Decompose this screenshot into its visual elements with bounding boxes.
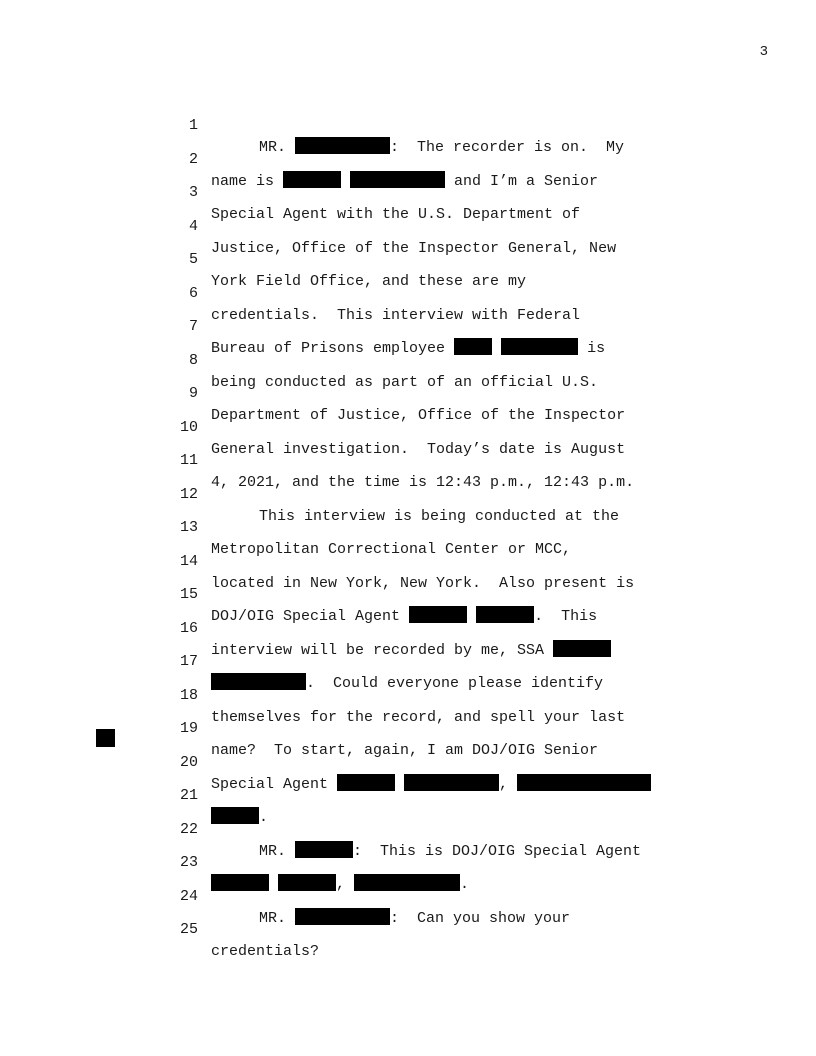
line-text: credentials? [211,943,320,960]
line-text: . [211,807,268,829]
line-number: 14 [179,552,198,570]
transcript-line [0,361,816,424]
transcript-line [0,830,816,893]
line-number: 15 [179,586,198,603]
line-text: DOJ/OIG Special Agent . This [211,608,598,625]
line-number: 20 [179,753,198,771]
transcript-line [0,127,816,190]
transcript-line [0,562,816,625]
line-text: Special Agent , [211,774,651,796]
transcript-line [0,529,816,592]
line-number: 10 [179,418,198,436]
line-text: This interview is being conducted at the [259,507,620,525]
transcript-line [0,730,816,793]
line-text: Department of Justice, Office of the Inspector [211,407,626,424]
transcript-line [0,462,816,525]
transcript-line [0,696,816,759]
line-text: Justice, Office of the Inspector General, New [211,239,617,257]
transcript-line [0,596,816,659]
line-text: credentials. This interview with Federal [211,306,581,324]
line-text: MR. : The recorder is on. My [259,139,625,156]
transcript-line [0,261,816,324]
line-text: . Could everyone please identify [211,673,603,695]
line-number: 9 [188,385,198,402]
line-number: 19 [179,720,198,737]
transcript-line [0,864,816,927]
transcript-line [0,797,816,860]
transcript-line [0,395,816,458]
line-text: MR. : Can you show your [259,909,571,927]
line-number: 18 [179,686,198,704]
line-number: 2 [188,150,198,168]
line-text: name is and I’m a Senior [211,172,599,190]
line-number: 8 [188,351,198,369]
line-number: 21 [179,787,198,804]
line-text: Metropolitan Correctional Center or MCC, [211,541,572,558]
line-number: 17 [179,653,198,670]
line-text: name? To start, again, I am DOJ/OIG Senior [211,742,599,759]
line-number: 12 [179,485,198,503]
line-number: 3 [188,184,198,201]
transcript-line [0,629,816,692]
line-number: 4 [188,217,198,235]
line-number: 16 [179,619,198,637]
line-number: 23 [179,854,198,871]
line-text: Bureau of Prisons employee is [211,340,606,357]
line-text: interview will be recorded by me, SSA [211,640,611,662]
line-number: 24 [179,887,198,905]
line-number: 1 [188,117,198,134]
line-text: , . [211,874,469,896]
line-number: 5 [188,251,198,268]
transcript-line [0,328,816,391]
line-number: 13 [179,519,198,536]
page-number: 3 [759,44,768,60]
transcript-line [0,428,816,491]
line-text: Special Agent with the U.S. Department of [211,206,581,223]
line-number: 22 [179,820,198,838]
transcript-line [0,663,816,726]
transcript-line [0,93,816,156]
line-text: MR. : This is DOJ/OIG Special Agent [259,842,642,860]
line-text: themselves for the record, and spell your last [211,708,626,726]
line-number: 11 [179,452,198,469]
transcript-line [0,194,816,257]
transcript-line [0,495,816,558]
transcript-line [0,763,816,826]
line-number: 6 [188,284,198,302]
line-text: York Field Office, and these are my [211,273,527,290]
line-text: located in New York, New York. Also present is [211,574,635,592]
transcript-line [0,294,816,357]
transcript-line [0,227,816,290]
line-text: 4, 2021, and the time is 12:43 p.m., 12:43 p.m. [211,474,635,491]
line-text: being conducted as part of an official U.S. [211,373,599,391]
line-text: General investigation. Today’s date is August [211,440,626,458]
transcript-line [0,160,816,223]
transcript-line [0,897,816,960]
line-number: 7 [188,318,198,335]
line-number: 25 [179,921,198,938]
